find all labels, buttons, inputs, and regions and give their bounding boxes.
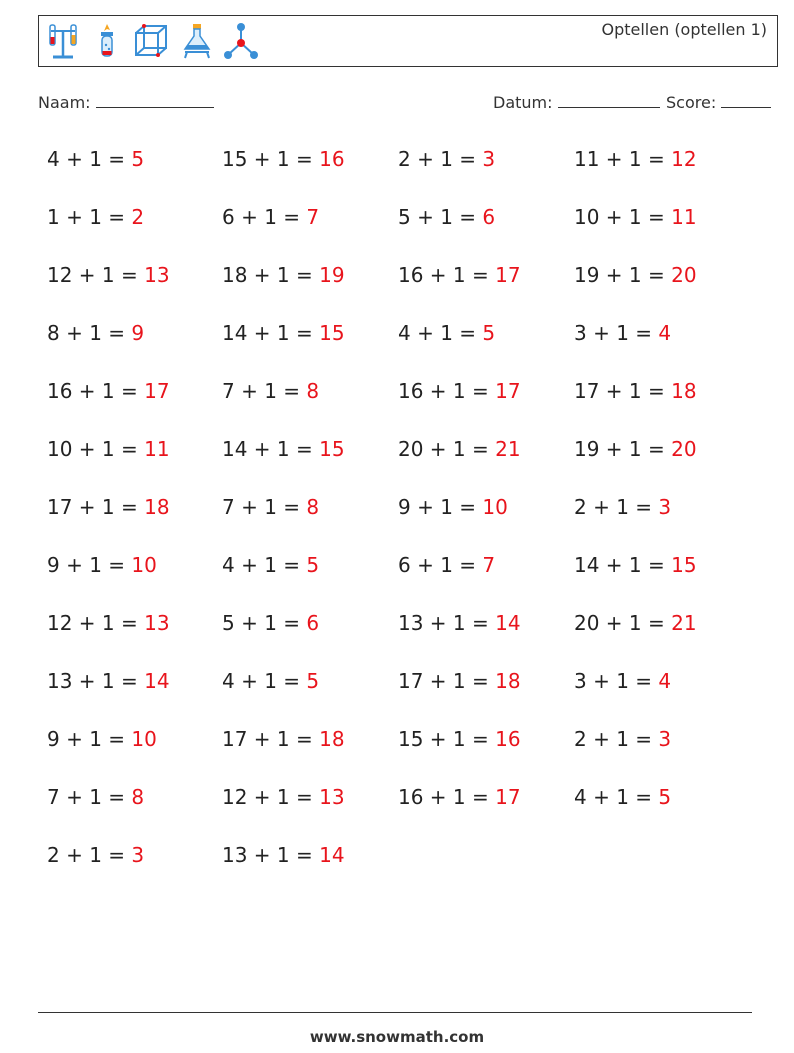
problem-answer: 3: [482, 147, 496, 171]
problem-question: 5 + 1 =: [398, 205, 483, 229]
problem-question: 12 + 1 =: [47, 263, 145, 287]
problem-answer: 18: [319, 727, 345, 751]
problem-item: [222, 553, 319, 577]
problem-item: [574, 263, 697, 287]
problem-item: [398, 205, 495, 229]
problem-question: 4 + 1 =: [222, 553, 307, 577]
problem-item: [47, 495, 170, 519]
problem-answer: 11: [144, 437, 170, 461]
problem-question: 14 + 1 =: [222, 321, 320, 345]
problem-question: 16 + 1 =: [47, 379, 145, 403]
problem-answer: 19: [319, 263, 345, 287]
problem-question: 7 + 1 =: [47, 785, 132, 809]
problem-answer: 9: [131, 321, 145, 345]
problem-answer: 16: [495, 727, 521, 751]
problem-question: 3 + 1 =: [574, 321, 659, 345]
problem-question: 9 + 1 =: [398, 495, 483, 519]
problem-answer: 21: [495, 437, 521, 461]
problem-question: 6 + 1 =: [222, 205, 307, 229]
problem-question: 9 + 1 =: [47, 727, 132, 751]
problem-answer: 17: [144, 379, 170, 403]
problem-answer: 14: [319, 843, 345, 867]
problem-answer: 8: [306, 495, 320, 519]
problem-answer: 5: [306, 553, 320, 577]
problem-answer: 10: [482, 495, 508, 519]
worksheet-header: [38, 15, 778, 67]
problem-item: [47, 263, 170, 287]
problem-question: 14 + 1 =: [222, 437, 320, 461]
problem-question: 11 + 1 =: [574, 147, 672, 171]
date-field: [493, 93, 660, 112]
problem-question: 17 + 1 =: [47, 495, 145, 519]
problem-answer: 17: [495, 379, 521, 403]
problem-question: 2 + 1 =: [574, 495, 659, 519]
problem-item: [574, 379, 697, 403]
problem-item: [47, 379, 170, 403]
problem-question: 13 + 1 =: [47, 669, 145, 693]
problem-answer: 8: [306, 379, 320, 403]
problem-question: 17 + 1 =: [222, 727, 320, 751]
problem-answer: 6: [306, 611, 320, 635]
footer-divider: [38, 1012, 752, 1013]
lab-flask-icon: [177, 21, 217, 61]
problem-item: [222, 437, 345, 461]
problem-question: 4 + 1 =: [398, 321, 483, 345]
problem-answer: 13: [144, 611, 170, 635]
problem-answer: 7: [306, 205, 320, 229]
score-line[interactable]: [721, 93, 771, 108]
problem-answer: 14: [495, 611, 521, 635]
problem-question: 20 + 1 =: [574, 611, 672, 635]
footer-url: www.snowmath.com: [309, 1028, 485, 1046]
date-line[interactable]: [558, 93, 660, 108]
problem-answer: 7: [482, 553, 496, 577]
problem-item: [398, 785, 521, 809]
problem-question: 4 + 1 =: [47, 147, 132, 171]
problem-answer: 16: [319, 147, 345, 171]
worksheet-title: Optellen (optellen 1): [601, 20, 767, 39]
problem-item: [574, 553, 697, 577]
problem-answer: 18: [671, 379, 697, 403]
problem-answer: 6: [482, 205, 496, 229]
problem-question: 16 + 1 =: [398, 263, 496, 287]
problem-question: 7 + 1 =: [222, 379, 307, 403]
problem-question: 2 + 1 =: [574, 727, 659, 751]
problem-item: [574, 205, 697, 229]
problem-answer: 11: [671, 205, 697, 229]
problem-item: [398, 611, 521, 635]
name-field: [38, 93, 214, 112]
problem-answer: 14: [144, 669, 170, 693]
problem-answer: 5: [658, 785, 672, 809]
problem-item: [574, 321, 671, 345]
problem-answer: 5: [482, 321, 496, 345]
problem-item: [574, 727, 671, 751]
problem-item: [398, 495, 508, 519]
problem-item: [47, 727, 157, 751]
problem-question: 14 + 1 =: [574, 553, 672, 577]
problem-item: [398, 321, 495, 345]
problem-answer: 17: [495, 785, 521, 809]
problem-item: [222, 205, 319, 229]
problem-question: 15 + 1 =: [222, 147, 320, 171]
problem-item: [47, 147, 144, 171]
problem-answer: 5: [131, 147, 145, 171]
date-label: Datum:: [493, 93, 553, 112]
problem-answer: 4: [658, 321, 672, 345]
problem-item: [398, 379, 521, 403]
problem-item: [574, 437, 697, 461]
problem-question: 2 + 1 =: [47, 843, 132, 867]
problem-question: 19 + 1 =: [574, 437, 672, 461]
problem-item: [574, 669, 671, 693]
problem-item: [47, 611, 170, 635]
problem-item: [398, 553, 495, 577]
problem-question: 12 + 1 =: [47, 611, 145, 635]
problem-item: [222, 669, 319, 693]
problem-answer: 13: [319, 785, 345, 809]
problem-item: [222, 321, 345, 345]
problem-item: [574, 495, 671, 519]
problem-item: [398, 437, 521, 461]
problem-item: [398, 263, 521, 287]
problem-item: [47, 437, 170, 461]
score-label: Score:: [666, 93, 717, 112]
problem-answer: 8: [131, 785, 145, 809]
problem-answer: 10: [131, 727, 157, 751]
problem-answer: 20: [671, 437, 697, 461]
problem-answer: 20: [671, 263, 697, 287]
problem-item: [574, 147, 697, 171]
problem-question: 6 + 1 =: [398, 553, 483, 577]
problem-answer: 17: [495, 263, 521, 287]
problem-item: [47, 785, 144, 809]
problem-answer: 15: [671, 553, 697, 577]
problem-answer: 15: [319, 437, 345, 461]
problem-item: [398, 727, 521, 751]
score-field: [666, 93, 771, 112]
problem-question: 12 + 1 =: [222, 785, 320, 809]
problem-item: [222, 727, 345, 751]
problem-question: 20 + 1 =: [398, 437, 496, 461]
test-tube-flame-icon: [87, 21, 127, 61]
problem-answer: 21: [671, 611, 697, 635]
problem-question: 5 + 1 =: [222, 611, 307, 635]
problem-question: 4 + 1 =: [574, 785, 659, 809]
problem-item: [574, 611, 697, 635]
problem-answer: 18: [495, 669, 521, 693]
problem-item: [222, 263, 345, 287]
problem-question: 13 + 1 =: [222, 843, 320, 867]
name-label: Naam:: [38, 93, 91, 112]
problem-answer: 10: [131, 553, 157, 577]
problem-question: 18 + 1 =: [222, 263, 320, 287]
problem-item: [47, 321, 144, 345]
problem-question: 2 + 1 =: [398, 147, 483, 171]
problem-answer: 2: [131, 205, 145, 229]
problem-item: [47, 205, 144, 229]
name-line[interactable]: [96, 93, 214, 108]
problem-answer: 18: [144, 495, 170, 519]
problem-item: [47, 669, 170, 693]
problem-answer: 3: [131, 843, 145, 867]
problem-item: [222, 379, 319, 403]
problem-question: 16 + 1 =: [398, 379, 496, 403]
problem-question: 8 + 1 =: [47, 321, 132, 345]
problem-question: 7 + 1 =: [222, 495, 307, 519]
problem-answer: 4: [658, 669, 672, 693]
problem-answer: 13: [144, 263, 170, 287]
molecule-icon: [221, 21, 261, 61]
problem-answer: 3: [658, 495, 672, 519]
problem-question: 10 + 1 =: [574, 205, 672, 229]
problem-answer: 5: [306, 669, 320, 693]
problem-item: [398, 669, 521, 693]
problem-item: [222, 843, 345, 867]
problem-question: 15 + 1 =: [398, 727, 496, 751]
problem-question: 13 + 1 =: [398, 611, 496, 635]
problem-item: [47, 843, 144, 867]
problem-answer: 12: [671, 147, 697, 171]
problem-item: [47, 553, 157, 577]
problem-item: [398, 147, 495, 171]
problem-question: 16 + 1 =: [398, 785, 496, 809]
problem-answer: 3: [658, 727, 672, 751]
problem-item: [574, 785, 671, 809]
cube-structure-icon: [131, 21, 171, 61]
problem-question: 1 + 1 =: [47, 205, 132, 229]
problem-question: 19 + 1 =: [574, 263, 672, 287]
problem-question: 3 + 1 =: [574, 669, 659, 693]
problem-item: [222, 785, 345, 809]
problem-question: 9 + 1 =: [47, 553, 132, 577]
test-tube-rack-icon: [43, 21, 83, 61]
problem-item: [222, 495, 319, 519]
problem-question: 10 + 1 =: [47, 437, 145, 461]
problem-question: 4 + 1 =: [222, 669, 307, 693]
problem-question: 17 + 1 =: [398, 669, 496, 693]
problem-item: [222, 611, 319, 635]
problem-question: 17 + 1 =: [574, 379, 672, 403]
problem-answer: 15: [319, 321, 345, 345]
problem-item: [222, 147, 345, 171]
